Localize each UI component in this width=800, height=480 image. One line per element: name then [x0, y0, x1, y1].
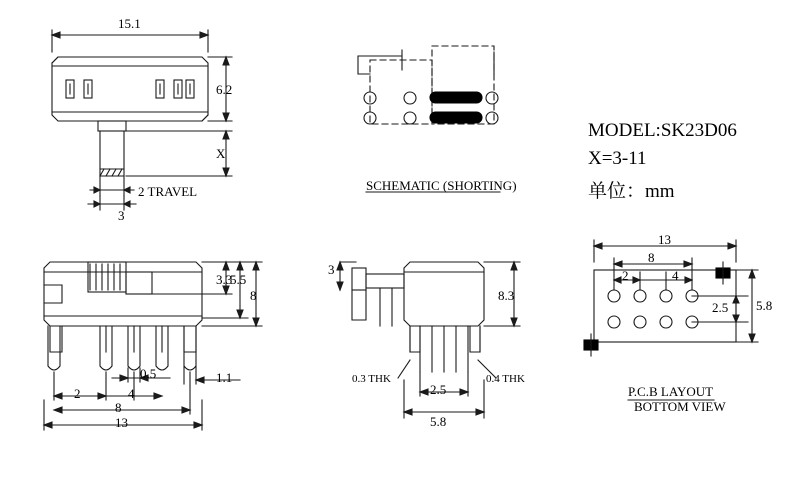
dim-top-width: 15.1 — [118, 16, 141, 31]
dim-travel: 2 TRAVEL — [138, 184, 198, 199]
dim-top-x: X — [216, 146, 226, 161]
model-label: MODEL:SK23D06 — [588, 120, 737, 141]
units-label: 单位：mm — [588, 181, 675, 202]
dim-thk-left: 0.3 THK — [352, 373, 391, 385]
x-range-label: X=3-11 — [588, 148, 647, 169]
dim-lever-width: 3 — [118, 208, 125, 223]
dim-pcb-8: 8 — [648, 250, 655, 265]
dim-pcb-2-5: 2.5 — [712, 300, 729, 315]
dim-front-inner: 3.3 — [216, 272, 233, 287]
dim-side-body-h: 8.3 — [498, 288, 515, 303]
schematic-caption: SCHEMATIC (SHORTING) — [366, 178, 517, 193]
dim-side-width: 5.8 — [430, 414, 447, 429]
dim-front-body: 5.5 — [230, 272, 247, 287]
pcb-caption-line1: P.C.B LAYOUT — [628, 384, 714, 399]
dim-pcb-5-8: 5.8 — [756, 298, 773, 313]
dim-front-4: 4 — [128, 386, 135, 401]
dim-front-8: 8 — [115, 400, 122, 415]
dim-top-height: 6.2 — [216, 82, 233, 97]
dim-front-2: 2 — [74, 386, 81, 401]
pcb-caption-line2: BOTTOM VIEW — [634, 399, 726, 414]
dim-thk-right: 0.4 THK — [486, 373, 525, 385]
dim-pcb-2: 2 — [622, 268, 629, 283]
dim-pin-pitch-small: 0.5 — [140, 366, 157, 381]
dim-pin-offset: 1.1 — [216, 370, 233, 385]
dim-pcb-4: 4 — [672, 268, 679, 283]
dim-front-13: 13 — [115, 415, 128, 430]
dim-side-lever-h: 3 — [328, 262, 335, 277]
dim-front-total: 8 — [250, 288, 257, 303]
dim-side-pin-pitch: 2.5 — [430, 382, 447, 397]
dim-pcb-13: 13 — [658, 232, 671, 247]
